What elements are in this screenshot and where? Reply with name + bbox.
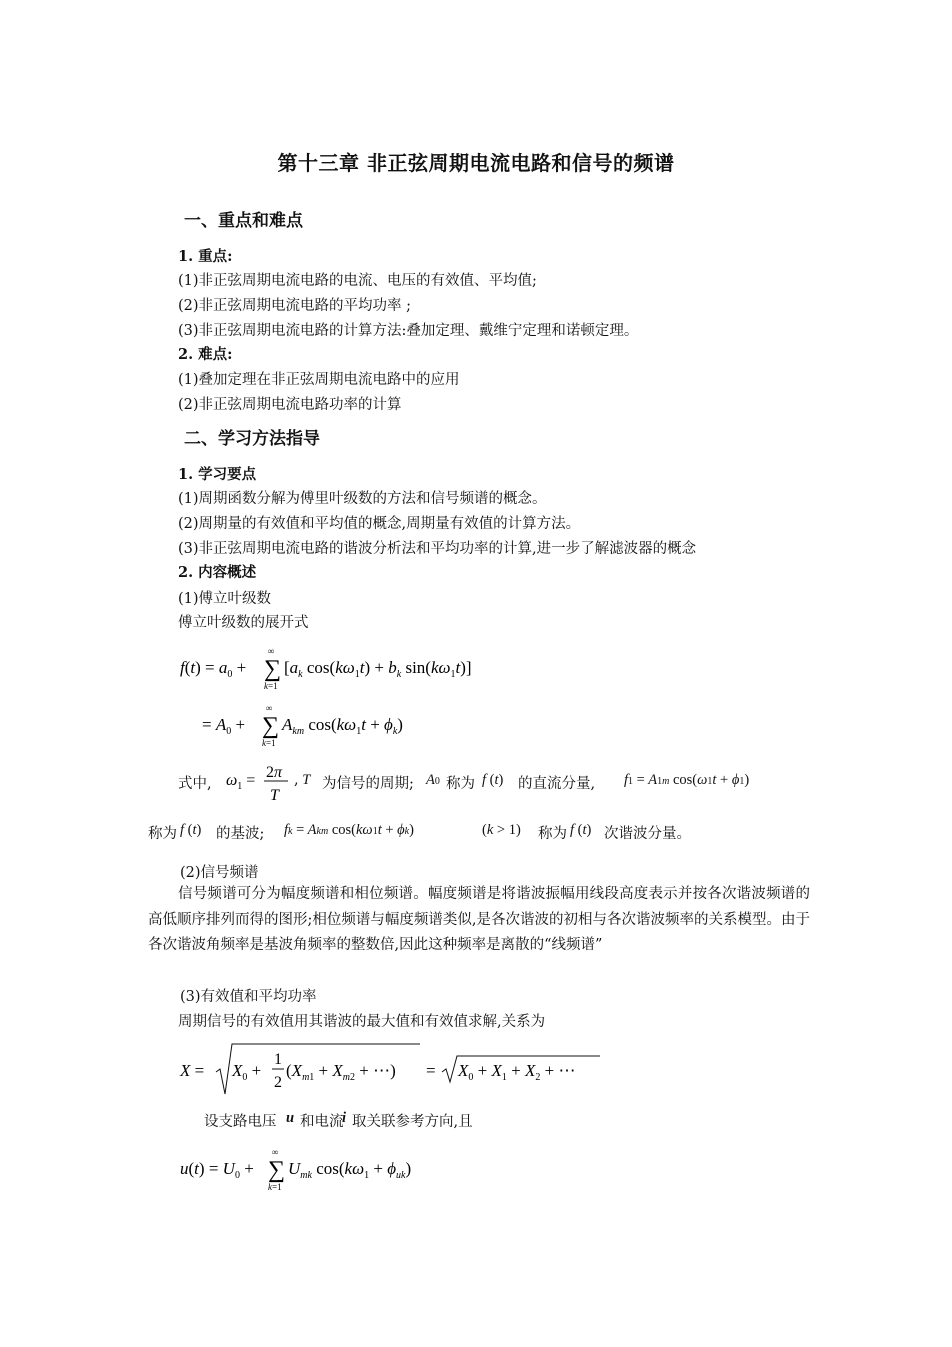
assume-text-3: 取关联参考方向,且 xyxy=(352,1114,473,1130)
svg-text:f(t) = a0 +: $f(t) = a_0$ + xyxy=(180,658,247,680)
svg-text:2: 2 xyxy=(274,1074,282,1091)
svg-text:u(t) = U0 +: $u(t) = U_0$ + xyxy=(180,1159,254,1181)
spectrum-heading: (2)信号频谱 xyxy=(180,865,259,881)
svg-text:T: T xyxy=(270,787,279,804)
fourier-series-equation xyxy=(178,643,538,695)
svg-text:=: = xyxy=(426,1061,436,1080)
svg-text:∑: ∑ xyxy=(268,1157,286,1183)
where-line: 式中, $\omega_1$ = 2π T , T 为信号的周期; A0 称为 f (t) 的直流分量, f1 = A1m cos(ω1t + ϕ1) xyxy=(178,768,818,810)
svg-text:X =: X = xyxy=(180,1061,205,1080)
key-point-1: (1)非正弦周期电流电路的电流、电压的有效值、平均值; xyxy=(178,273,537,289)
svg-text:∑: ∑ xyxy=(262,713,280,739)
voltage-series-equation xyxy=(178,1144,478,1196)
study-point-1: (1)周期函数分解为傅里叶级数的方法和信号频谱的概念。 xyxy=(178,491,547,507)
rms-equation xyxy=(178,1038,618,1102)
svg-text:Akm cos(kω1t + ϕk): $A_{km}$ $\cos(k\omega_1t + \phi_k)$ xyxy=(282,715,403,737)
where-prefix: 式中, xyxy=(178,776,212,792)
called-text: 称为 xyxy=(446,776,475,792)
assumption-line: 设支路电压 u 和电流 i 取关联参考方向,且 xyxy=(204,1110,473,1130)
fourier-heading: (1)傅立叶级数 xyxy=(178,591,272,607)
study-point-2: (2)周期量的有效值和平均值的概念,周期量有效值的计算方法。 xyxy=(178,516,581,532)
svg-text:k=1: k=1 xyxy=(262,738,276,748)
difficulty-point-1: (1)叠加定理在非正弦周期电流电路中的应用 xyxy=(178,372,460,388)
called-prefix: 称为 xyxy=(148,826,177,842)
key-point-2: (2)非正弦周期电流电路的平均功率 ; xyxy=(178,298,412,314)
svg-text:∑: ∑ xyxy=(264,656,282,682)
svg-text:(Xm1 + Xm2 + ⋯): ($X_m1 + X_m2$ + ⋯) xyxy=(286,1061,396,1083)
svg-text:∞: ∞ xyxy=(266,703,273,713)
study-points-label: 1. 学习要点 xyxy=(178,466,257,483)
svg-text:2π: 2π xyxy=(266,764,283,781)
assume-text-2: 和电流 xyxy=(300,1114,344,1130)
difficulty-point-2: (2)非正弦周期电流电路功率的计算 xyxy=(178,397,402,413)
harmonic-text-prefix: 次谐波分量。 xyxy=(604,826,691,842)
svg-text:X0 + X1 + X2 + ⋯: $X_0 + X_1 + X_2$ + ⋯ xyxy=(458,1061,576,1083)
study-point-3: (3)非正弦周期电流电路的谐波分析法和平均功率的计算,进一步了解滤波器的概念 xyxy=(178,541,697,557)
fourier-series-amplitude-equation xyxy=(178,700,478,752)
svg-text:1: 1 xyxy=(274,1051,282,1068)
svg-text:k=1: k=1 xyxy=(268,1182,282,1192)
fourier-intro: 傅立叶级数的展开式 xyxy=(178,615,309,631)
spectrum-paragraph: 信号频谱可分为幅度频谱和相位频谱。幅度频谱是将谐波振幅用线段高度表示并按各次谐波频谱的高低顺序排列而得的图形;相位频谱与幅度频谱类似,是各次谐波的初相与各次谐波频率的关系模型。由于各次谐波角频率是基波角频率的整数倍,因此这种频率是离散的“线频谱” xyxy=(148,886,810,953)
page-title: 第十三章 非正弦周期电流电路和信号的频谱 xyxy=(277,151,675,175)
period-text: 为信号的周期; xyxy=(322,776,414,792)
svg-text:[ak cos(kω1t) + bk sin(kω1t)]: [$a_k$ $\cos(k\omega_1t) + b_k$ $\sin(k\omega_1t)$] xyxy=(284,658,472,680)
section-heading-key-points: 一、重点和难点 xyxy=(184,211,303,231)
called-text-2: 称为 xyxy=(538,826,567,842)
power-intro: 周期信号的有效值用其谐波的最大值和有效值求解,关系为 xyxy=(178,1014,546,1030)
assume-text-1: 设支路电压 xyxy=(204,1114,277,1130)
key-point-3: (3)非正弦周期电流电路的计算方法:叠加定理、戴维宁定理和诺顿定理。 xyxy=(178,323,639,339)
svg-text:k=1: k=1 xyxy=(264,681,278,691)
svg-text:Umk cos(kω1 + ϕuk): $U_{mk}$ $\cos(k\omega_1 + \phi_{uk})$ xyxy=(288,1159,412,1181)
svg-text:= A0 +: = $A_0$ + xyxy=(202,715,246,737)
svg-text:∞: ∞ xyxy=(268,646,275,656)
power-heading: (3)有效值和平均功率 xyxy=(180,989,317,1005)
svg-text:∞: ∞ xyxy=(272,1147,279,1157)
omega1-formula xyxy=(224,762,294,808)
fundamental-text: 的基波; xyxy=(216,826,265,842)
key-points-label: 1. 重点: xyxy=(178,248,233,265)
svg-text:X0 +: $X_0$ + xyxy=(232,1061,262,1083)
dc-component-text: 的直流分量, xyxy=(518,776,596,792)
section-heading-study-guide: 二、学习方法指导 xyxy=(184,429,320,449)
svg-text:ω1 =: $\omega_1$ = xyxy=(226,772,256,792)
content-overview-label: 2. 内容概述 xyxy=(178,564,257,581)
fundamental-line: 称为 f (t) 的基波; fk = Akm cos(kω1t + ϕk) (k > 1) 称为 f (t) 次谐波分量。 xyxy=(148,822,691,842)
difficulty-label: 2. 难点: xyxy=(178,346,233,363)
